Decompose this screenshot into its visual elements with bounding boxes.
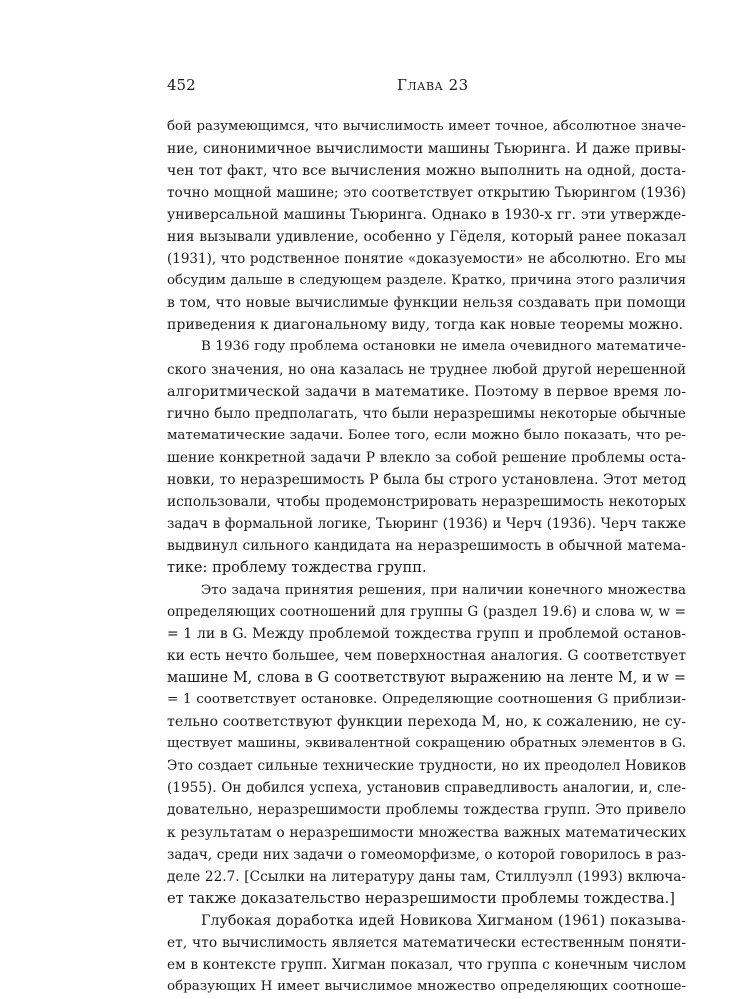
text-line: ществует машины, эквивалентной сокращению обратных элементов в G. (167, 736, 686, 752)
page-number: 452 (167, 76, 196, 94)
text-line: ние, синонимичное вычислимости машины Тьюринга. И даже привы- (167, 141, 686, 158)
running-head: Глава 23 (397, 76, 469, 94)
text-line: обсудим дальше в следующем разделе. Кратко, причина этого различия (167, 273, 686, 289)
text-line: Глубокая доработка идей Новикова Хигманом (1961) показыва- (201, 912, 686, 929)
text-line: тельно соответствуют функции перехода M, но, к сожалению, не су- (167, 714, 686, 731)
text-line: гично было предполагать, что были неразрешимы некоторые обычные (167, 405, 686, 422)
text-line: задач, среди них задачи о гомеоморфизме, о которой говорилось в раз- (167, 846, 686, 863)
text-line: Это создает сильные технические трудности, но их преодолел Новиков (167, 758, 686, 775)
book-page (167, 72, 686, 998)
text-line: приведения к диагональному виду, тогда как новые теоремы можно. (167, 317, 684, 334)
text-line: В 1936 году проблема остановки не имела очевидного математиче- (201, 339, 686, 355)
paragraph (167, 116, 686, 336)
body-text (167, 116, 686, 998)
text-line: ет, что вычислимость является математически естественным поняти- (167, 934, 686, 951)
text-line: точно мощной машине; это соответствует открытию Тьюрингом (1936) (167, 185, 686, 202)
text-line: алгоритмической задачи в математике. Поэтому в первое время ло- (167, 383, 686, 400)
text-line: Это задача принятия решения, при наличии конечного множества (201, 581, 686, 598)
paragraph (167, 579, 686, 910)
text-line: машине M, слова в G соответствуют выражению на ленте M, и w = (167, 670, 686, 687)
text-line: шение конкретной задачи P влекло за собой решение проблемы оста- (167, 449, 686, 466)
text-line: ки есть нечто большее, чем поверхностная аналогия. G соответствует (167, 648, 686, 665)
paragraph (167, 910, 686, 998)
text-line: деле 22.7. [Ссылки на литературу даны там, Стиллуэлл (1993) включа- (167, 868, 686, 885)
text-line: использовали, чтобы продемонстрировать неразрешимость некоторых (167, 493, 686, 510)
text-line: определяющих соотношений для группы G (раздел 19.6) и слова w, w = (167, 604, 686, 621)
text-line: чен тот факт, что все вычисления можно выполнить на одной, доста- (167, 163, 686, 180)
text-line: универсальной машины Тьюринга. Однако в 1930-х гг. эти утвержде- (167, 207, 686, 224)
text-line: (1955). Он добился успеха, установив справедливость аналогии, и, сле- (167, 780, 686, 797)
text-line: ет также доказательство неразрешимости проблемы тождества.] (167, 889, 675, 907)
text-line: бой разумеющимся, что вычислимость имеет точное, абсолютное значе- (167, 119, 686, 134)
text-line: задач в формальной логике, Тьюринг (1936) и Черч (1936). Черч также (167, 515, 686, 532)
text-line: ния вызывали удивление, особенно у Гёделя, который ранее показал (167, 229, 686, 246)
text-line: новки, то неразрешимость P была бы строго установлена. Этот метод (167, 471, 686, 488)
text-line: ского значения, но она казалась не труднее любой другой нерешенной (167, 361, 686, 378)
text-line: довательно, неразрешимости проблемы тождества групп. Это привело (167, 802, 686, 819)
paragraph (167, 336, 686, 579)
text-line: = 1 ли в G. Между проблемой тождества групп и проблемой останов- (167, 626, 686, 643)
text-line: = 1 соответствует остановке. Определяющие соотношения G приблизи- (167, 692, 686, 708)
text-line: в том, что новые вычислимые функции нельзя создавать при помощи (167, 295, 686, 312)
text-line: ем в контексте групп. Хигман показал, что группа с конечным числом (167, 956, 686, 973)
text-line: (1931), что родственное понятие «доказуемости» не абсолютно. Его мы (167, 251, 686, 268)
text-line: к результатам о неразрешимости множества важных математических (167, 824, 686, 841)
text-line: образующих H имеет вычислимое множество определяющих соотноше- (167, 978, 686, 994)
page-header (167, 72, 686, 100)
text-line: тике: проблему тождества групп. (167, 558, 427, 576)
text-line: математические задачи. Более того, если можно было показать, что ре- (167, 427, 686, 443)
text-line: выдвинул сильного кандидата на неразрешимость в обычной матема- (167, 537, 686, 554)
